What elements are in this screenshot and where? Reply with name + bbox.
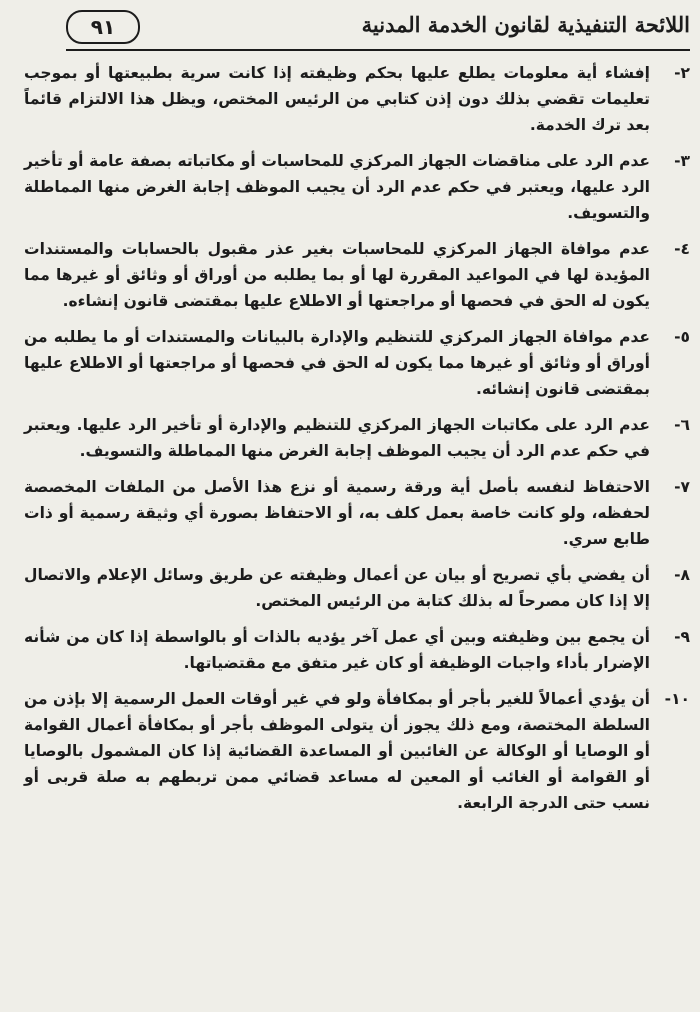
list-item: [24, 474, 690, 552]
header-divider: [66, 49, 690, 51]
page-number: ٩١: [66, 10, 140, 44]
item-number: ٧-: [674, 478, 690, 496]
list-item: [24, 686, 690, 816]
item-text: إفشاء أية معلومات يطلع عليها بحكم وظيفته إذا كانت سرية بطبيعتها أو بموجب تعليمات تقضي بذلك دون إذن كتابي من الرئيس المختص، ويظل هذا الالتزام قائماً بعد ترك الخدمة.: [24, 64, 650, 134]
list-item: [24, 624, 690, 676]
running-title: اللائحة التنفيذية لقانون الخدمة المدنية: [361, 12, 690, 37]
article-list: [24, 60, 690, 826]
item-number: ٢-: [674, 64, 690, 82]
item-text: عدم موافاة الجهاز المركزي للتنظيم والإدارة بالبيانات والمستندات أو ما يطلبه من أوراق أو وثائق أو غيرها مما يكون له الحق في فحصها أو مراجعتها أو الاطلاع عليها بمقتضى قانون إنشائه.: [24, 328, 650, 398]
item-number: ٥-: [674, 328, 690, 346]
item-number: ٨-: [674, 566, 690, 584]
item-number: ٦-: [674, 416, 690, 434]
list-item: [24, 60, 690, 138]
list-item: [24, 324, 690, 402]
item-number: ٤-: [674, 240, 690, 258]
item-text: عدم موافاة الجهاز المركزي للمحاسبات بغير عذر مقبول بالحسابات والمستندات المؤيدة لها في المواعيد المقررة لها أو بما يطلبه من أوراق أو وثائق أو غيرها مما يكون له الحق في فحصها أو مراجعتها أو الاطلاع عليها بمقتضى قانون إنشاءه.: [24, 240, 650, 310]
list-item: [24, 562, 690, 614]
item-text: أن يجمع بين وظيفته وبين أي عمل آخر يؤديه بالذات أو بالواسطة إذا كان من شأنه الإضرار بأداء واجبات الوظيفة أو كان غير متفق مع مقتضياتها.: [24, 628, 650, 672]
item-number: ٣-: [674, 152, 690, 170]
item-text: أن يفضي بأي تصريح أو بيان عن أعمال وظيفته عن طريق وسائل الإعلام والاتصال إلا إذا كان مصرحاً له بذلك كتابة من الرئيس المختص.: [24, 566, 650, 610]
item-text: أن يؤدي أعمالاً للغير بأجر أو بمكافأة ولو في غير أوقات العمل الرسمية إلا بإذن من السلطة المختصة، ومع ذلك يجوز أن يتولى الموظف بأجر أو بمكافأة أعمال القوامة أو الوصايا أو الوكالة عن الغائبين أو المساعدة القضائية إذا كان المشمول بالوصايا أو القوامة أو الغائب أو المعين له مساعد قضائي ممن تربطهم به صلة قربى أو نسب حتى الدرجة الرابعة.: [24, 690, 650, 812]
list-item: [24, 236, 690, 314]
item-number: ٩-: [674, 628, 690, 646]
item-text: عدم الرد على مناقضات الجهاز المركزي للمحاسبات أو مكاتباته بصفة عامة أو تأخير الرد عليها، ويعتبر في حكم عدم الرد أن يجيب الموظف إجابة الغرض منها المماطلة والتسويف.: [24, 152, 650, 222]
list-item: [24, 412, 690, 464]
list-item: [24, 148, 690, 226]
item-text: عدم الرد على مكاتبات الجهاز المركزي للتنظيم والإدارة أو تأخير الرد عليها. ويعتبر في حكم عدم الرد أن يجيب الموظف إجابة الغرض منها المماطلة والتسويف.: [24, 416, 650, 460]
item-number: ١٠-: [664, 690, 690, 708]
page-header: [66, 10, 690, 46]
item-text: الاحتفاظ لنفسه بأصل أية ورقة رسمية أو نزع هذا الأصل من الملفات المخصصة لحفظه، ولو كانت خاصة بعمل كلف به، أو الاحتفاظ بصورة أي وثيقة رسمية أو ذات طابع سري.: [24, 478, 650, 548]
